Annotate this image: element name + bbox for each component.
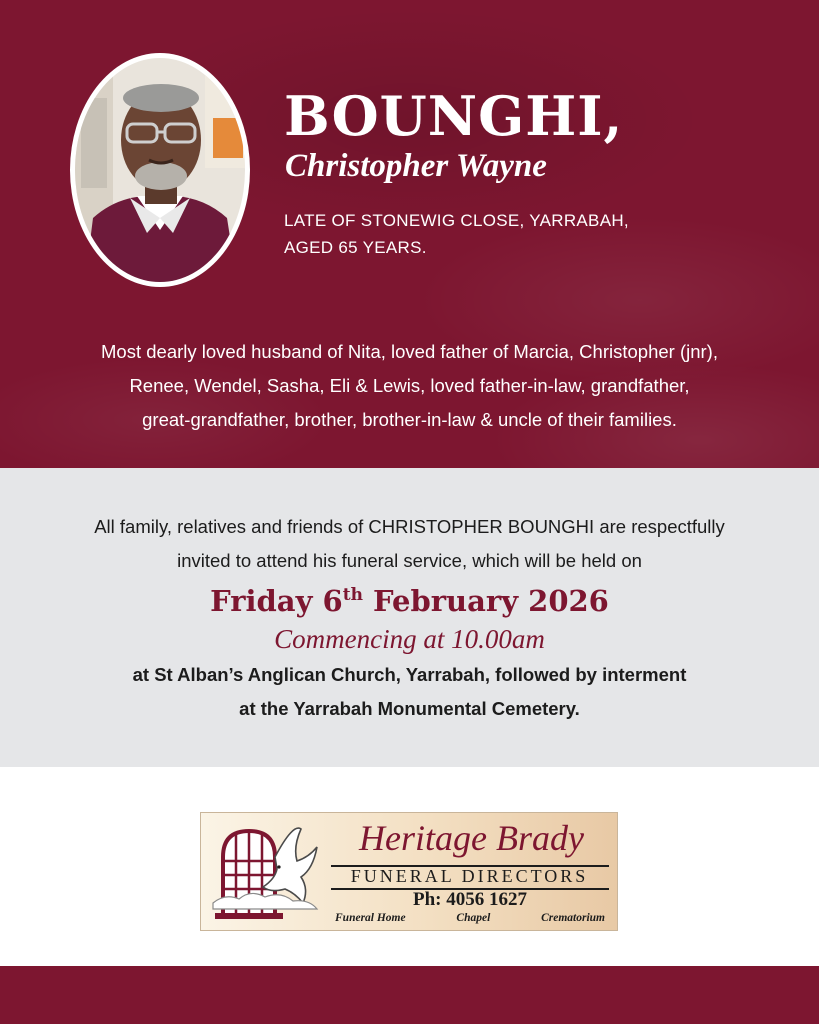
service-crematorium: Crematorium bbox=[541, 912, 605, 924]
logo-services bbox=[335, 912, 605, 924]
date-day: Friday 6 bbox=[210, 584, 343, 618]
invitation-line: All family, relatives and friends of CHRISTOPHER BOUNGHI are respectfully bbox=[94, 516, 725, 537]
residence-line: LATE OF STONEWIG CLOSE, YARRABAH, bbox=[284, 211, 629, 230]
age-line: AGED 65 YEARS. bbox=[284, 238, 427, 257]
logo-brand-name: Heritage Brady bbox=[359, 818, 584, 858]
funeral-director-logo bbox=[200, 812, 618, 931]
header-section bbox=[0, 0, 819, 468]
tribute-line: Renee, Wendel, Sasha, Eli & Lewis, loved father-in-law, grandfather, bbox=[129, 375, 690, 396]
service-date bbox=[0, 584, 819, 618]
given-names: Christopher Wayne bbox=[285, 148, 547, 184]
venue-line: at St Alban’s Anglican Church, Yarrabah, followed by interment bbox=[132, 664, 687, 685]
portrait-frame bbox=[70, 53, 250, 287]
footer-bar bbox=[0, 966, 819, 1024]
dove-window-icon bbox=[205, 817, 325, 927]
date-ordinal: th bbox=[342, 585, 363, 605]
invitation-line: invited to attend his funeral service, which will be held on bbox=[177, 550, 642, 571]
service-funeral-home: Funeral Home bbox=[335, 912, 406, 924]
service-time: Commencing at 10.00am bbox=[274, 624, 545, 654]
tribute-line: great-grandfather, brother, brother-in-law & uncle of their families. bbox=[142, 409, 677, 430]
portrait-photo bbox=[75, 58, 245, 282]
tribute-line: Most dearly loved husband of Nita, loved father of Marcia, Christopher (jnr), bbox=[101, 341, 718, 362]
service-venue bbox=[20, 658, 799, 726]
service-chapel: Chapel bbox=[456, 912, 491, 924]
service-section bbox=[0, 468, 819, 767]
logo-subtitle: FUNERAL DIRECTORS bbox=[350, 866, 589, 886]
venue-line: at the Yarrabah Monumental Cemetery. bbox=[239, 698, 580, 719]
residence-age bbox=[284, 207, 724, 261]
date-month-year: February 2026 bbox=[362, 584, 609, 618]
tribute-text bbox=[20, 335, 799, 437]
surname-heading: BOUNGHI, bbox=[284, 84, 624, 148]
logo-phone: Ph: 4056 1627 bbox=[413, 889, 527, 910]
invitation-text bbox=[20, 510, 799, 578]
